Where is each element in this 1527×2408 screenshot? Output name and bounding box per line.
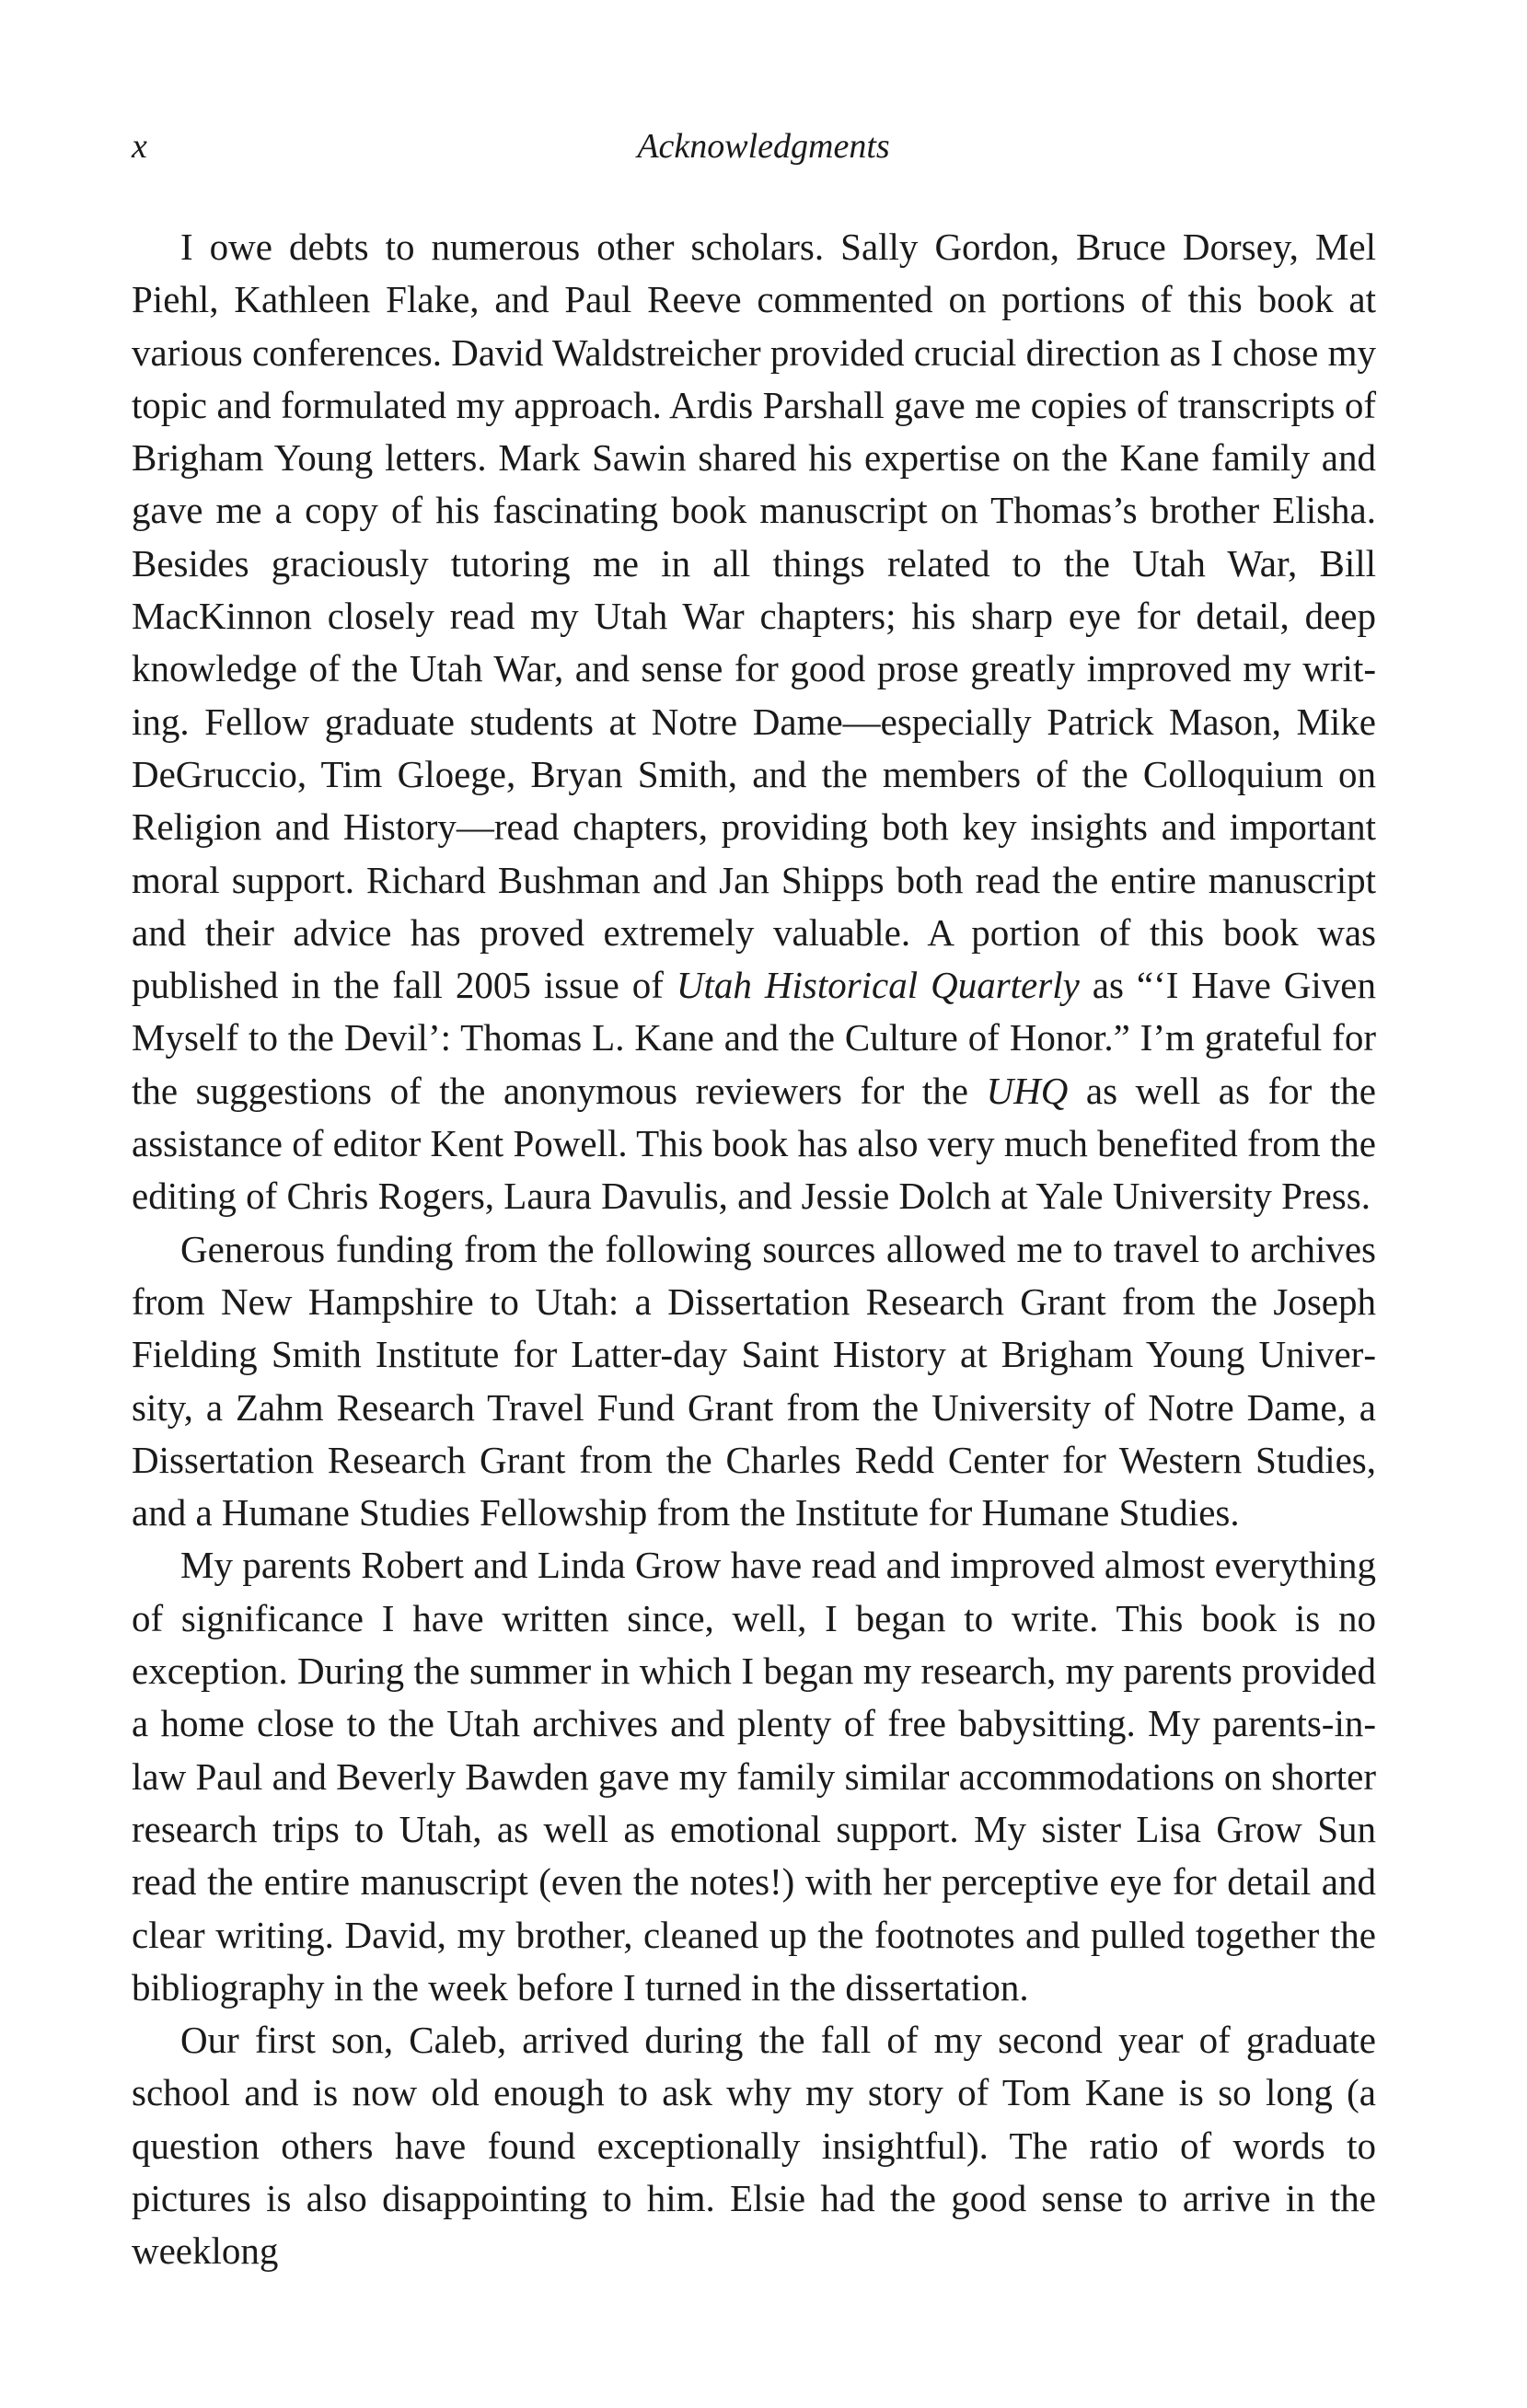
paragraph-parents: My parents Robert and Linda Grow have read and improved almost everything of significance I have written since, well, I began to write. This book is no exception. During the summer in which I began my research, my parents provided a home close to the Utah archives and plenty of free babysitting. My parents-in-law Paul and Beverly Bawden gave my family similar accommodations on shorter research trips to Utah, as well as emotional support. My sister Lisa Grow Sun read the entire manuscript (even the notes!) with her perceptive eye for detail and clear writing. David, my brother, cleaned up the footnotes and pulled together the bibliography in the week before I turned in the dissertation. (132, 1544, 1376, 2009)
running-head: Acknowledgments (637, 127, 890, 166)
page-number: x (132, 127, 147, 166)
journal-title: Utah Historical Quarterly (676, 964, 1080, 1007)
paragraph-scholars (132, 221, 1376, 1223)
paragraph-text: as well as for the assistance of editor Kent Powell. This book has also very much benefited from the editing of Chris Rogers, Laura Davulis, and Jessie Dolch at Yale University Press. (132, 1069, 1376, 1218)
body-text (132, 221, 1376, 2278)
journal-abbreviation: UHQ (986, 1069, 1069, 1112)
paragraph-text: as “‘I Have Given Myself to the Devil’: Thomas L. Kane and the Culture of Honor.” I’m grateful for the suggestions of the anonymous reviewers for the (132, 964, 1376, 1112)
paragraph-funding: Generous funding from the following sources allowed me to travel to archives from New Hampshire to Utah: a Dissertation Research Grant from the Joseph Fielding Smith Institute for Latter-day Saint History at Brigham Young University, a Zahm Research Travel Fund Grant from the University of Notre Dame, a Dissertation Research Grant from the Charles Redd Center for Western Studies, and a Humane Studies Fellowship from the Institute for Humane Studies. (132, 1227, 1376, 1534)
paragraph-children: Our first son, Caleb, arrived during the fall of my second year of graduate school and is now old enough to ask why my story of Tom Kane is so long (a question others have found exceptionally insightful). The ratio of words to pictures is also disappointing to him. Elsie had the good sense to arrive in the weeklong (132, 2019, 1376, 2273)
paragraph-text: I owe debts to numerous other scholars. Sally Gordon, Bruce Dorsey, Mel Piehl, Kathleen Flake, and Paul Reeve commented on portions of this book at various conferences. David Waldstreicher provided crucial direction as I chose my topic and formulated my approach. Ardis Parshall gave me copies of transcripts of Brigham Young letters. Mark Sawin shared his expertise on the Kane family and gave me a copy of his fascinating book manuscript on Thomas’s brother Elisha. Besides graciously tutoring me in all things related to the Utah War, Bill MacKinnon closely read my Utah War chapters; his sharp eye for detail, deep knowledge of the Utah War, and sense for good prose greatly improved my writing. Fellow graduate students at Notre Dame—especially Patrick Mason, Mike DeGruccio, Tim Gloege, Bryan Smith, and the members of the Colloquium on Religion and History—read chapters, providing both key insights and important moral support. Richard Bushman and Jan Shipps both read the entire manuscript and their advice has proved extremely valuable. A portion of this book was published in the fall 2005 issue of (132, 226, 1376, 1007)
